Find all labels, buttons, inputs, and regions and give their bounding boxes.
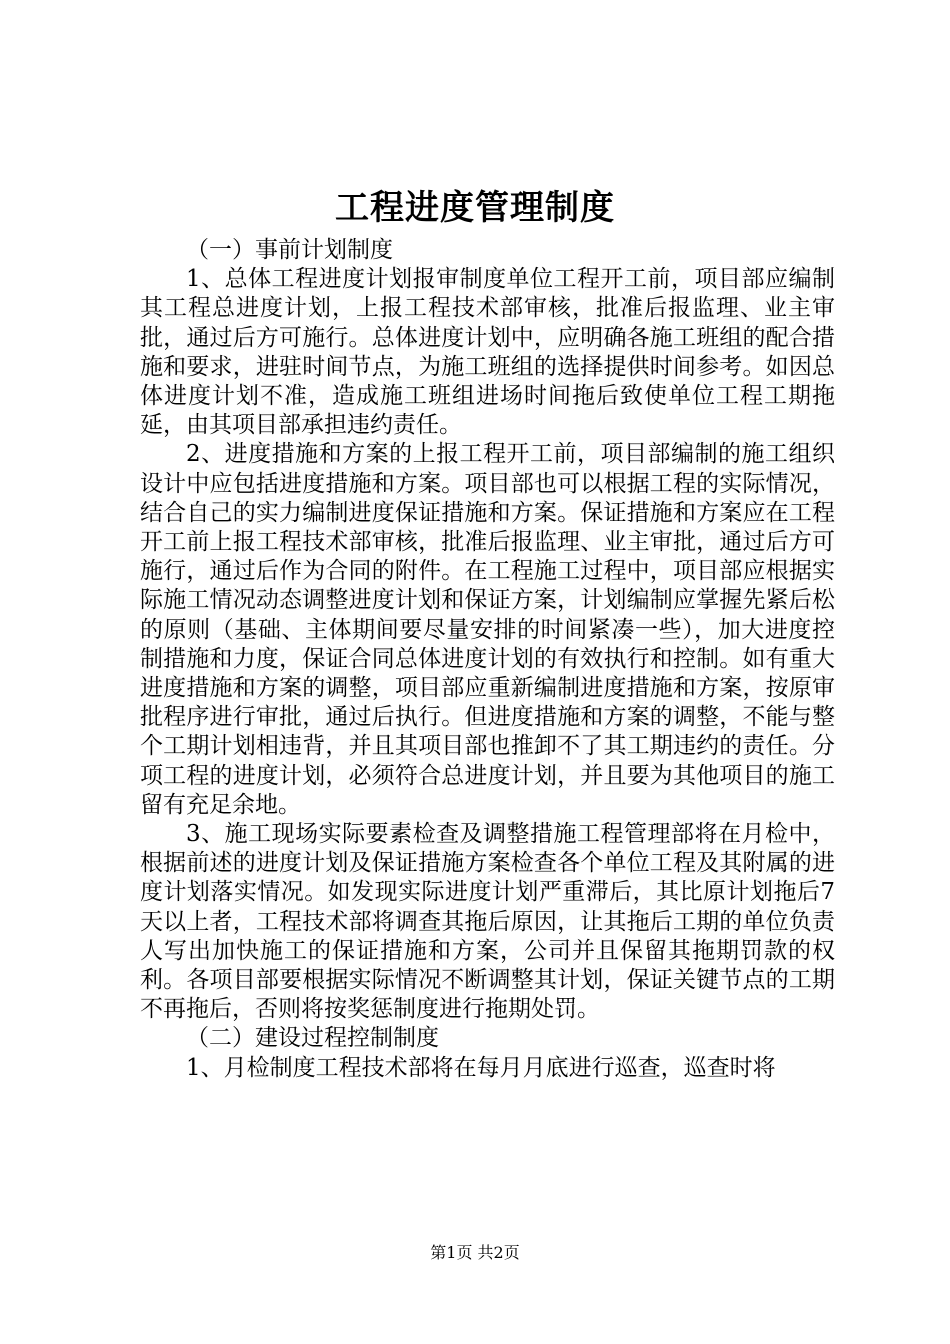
page-footer: 第1页 共2页 [430, 1243, 520, 1262]
document-title: 工程进度管理制度 [335, 188, 615, 228]
paragraph: 1、总体工程进度计划报审制度单位工程开工前，项目部应编制其工程总进度计划，上报工程技术部审核，批准后报监理、业主审批，通过后方可施行。总体进度计划中，应明确各施工班组的配合措施和要求，进驻时间节点，为施工班组的选择提供时间参考。如因总体进度计划不准，造成施工班组进场时间拖后致使单位工程工期拖延，由其项目部承担违约责任。 [140, 266, 835, 439]
paragraph: 3、施工现场实际要素检查及调整措施工程管理部将在月检中，根据前述的进度计划及保证措施方案检查各个单位工程及其附属的进度计划落实情况。如发现实际进度计划严重滞后，其比原计划拖后7天以上者，工程技术部将调查其拖后原因，让其拖后工期的单位负责人写出加快施工的保证措施和方案，公司并且保留其拖期罚款的权利。各项目部要根据实际情况不断调整其计划，保证关键节点的工期不再拖后，否则将按奖惩制度进行拖期处罚。 [140, 821, 835, 1023]
section-heading: （一）事前计划制度 [186, 237, 393, 263]
paragraph: 2、进度措施和方案的上报工程开工前，项目部编制的施工组织设计中应包括进度措施和方案。项目部也可以根据工程的实际情况，结合自己的实力编制进度保证措施和方案。保证措施和方案应在工程开工前上报工程技术部审核，批准后报监理、业主审批，通过后方可施行，通过后作为合同的附件。在工程施工过程中，项目部应根据实际施工情况动态调整进度计划和保证方案，计划编制应掌握先紧后松的原则（基础、主体期间要尽量安排的时间紧凑一些），加大进度控制措施和力度，保证合同总体进度计划的有效执行和控制。如有重大进度措施和方案的调整，项目部应重新编制进度措施和方案，按原审批程序进行审批，通过后执行。但进度措施和方案的调整，不能与整个工期计划相违背，并且其项目部也推卸不了其工期违约的责任。分项工程的进度计划，必须符合总进度计划，并且要为其他项目的施工留有充足余地。 [140, 441, 835, 818]
paragraph: 1、月检制度工程技术部将在每月月底进行巡查，巡查时将 [186, 1054, 776, 1081]
document-body [140, 236, 835, 1083]
section-heading: （二）建设过程控制制度 [186, 1025, 439, 1052]
